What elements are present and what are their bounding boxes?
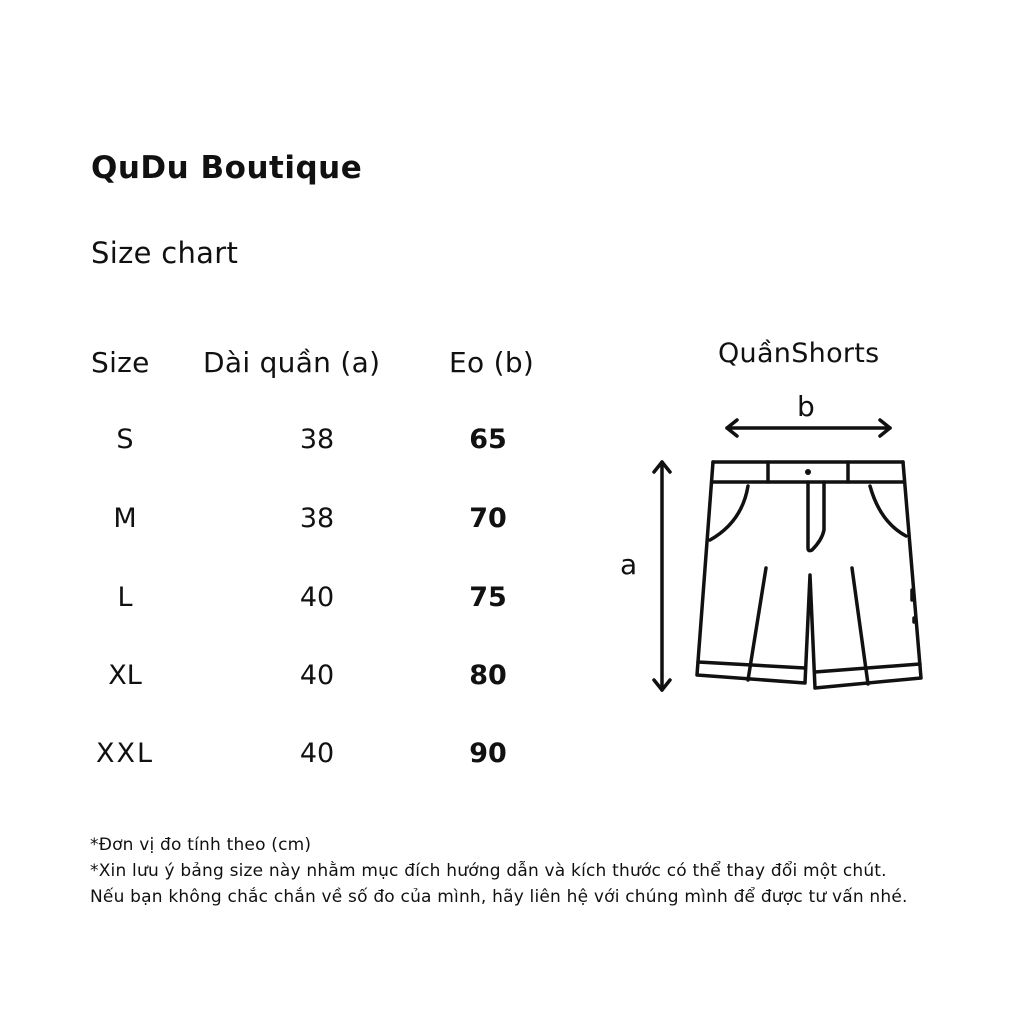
note-unit: *Đơn vị đo tính theo (cm): [90, 835, 312, 855]
footnotes: [90, 832, 908, 910]
label-b: b: [797, 390, 815, 423]
header-waist: Eo (b): [449, 346, 535, 379]
waist-cell: 80: [469, 660, 507, 691]
note-contact: Nếu bạn không chắc chắn về số đo của mình, hãy liên hệ với chúng mình để được tư vấn nhé.: [90, 887, 908, 907]
shorts-outline-icon: [697, 462, 921, 688]
waist-cell: 70: [469, 503, 507, 534]
waist-cell: 75: [469, 582, 507, 613]
waist-cell: 65: [469, 424, 507, 455]
header-length: Dài quần (a): [203, 346, 381, 379]
diagram-title: QuầnShorts: [718, 338, 880, 369]
note-disclaimer: *Xin lưu ý bảng size này nhằm mục đích hướng dẫn và kích thước có thể thay đổi một chút.: [90, 861, 887, 881]
length-cell: 40: [299, 582, 335, 613]
page-subtitle: Size chart: [91, 236, 239, 270]
size-cell: L: [117, 582, 133, 613]
size-cell: XL: [108, 660, 142, 691]
waist-cell: 90: [469, 738, 507, 769]
header-size: Size: [91, 346, 150, 379]
size-cell: M: [113, 503, 137, 534]
length-cell: 38: [299, 424, 335, 455]
size-cell: XXL: [95, 738, 155, 769]
brand-title: QuDu Boutique: [91, 150, 363, 186]
length-cell: 38: [299, 503, 335, 534]
length-cell: 40: [299, 660, 335, 691]
length-cell: 40: [299, 738, 335, 769]
length-arrow: [654, 462, 670, 690]
size-cell: S: [116, 424, 134, 455]
label-a: a: [620, 548, 638, 581]
width-arrow: [727, 420, 890, 436]
